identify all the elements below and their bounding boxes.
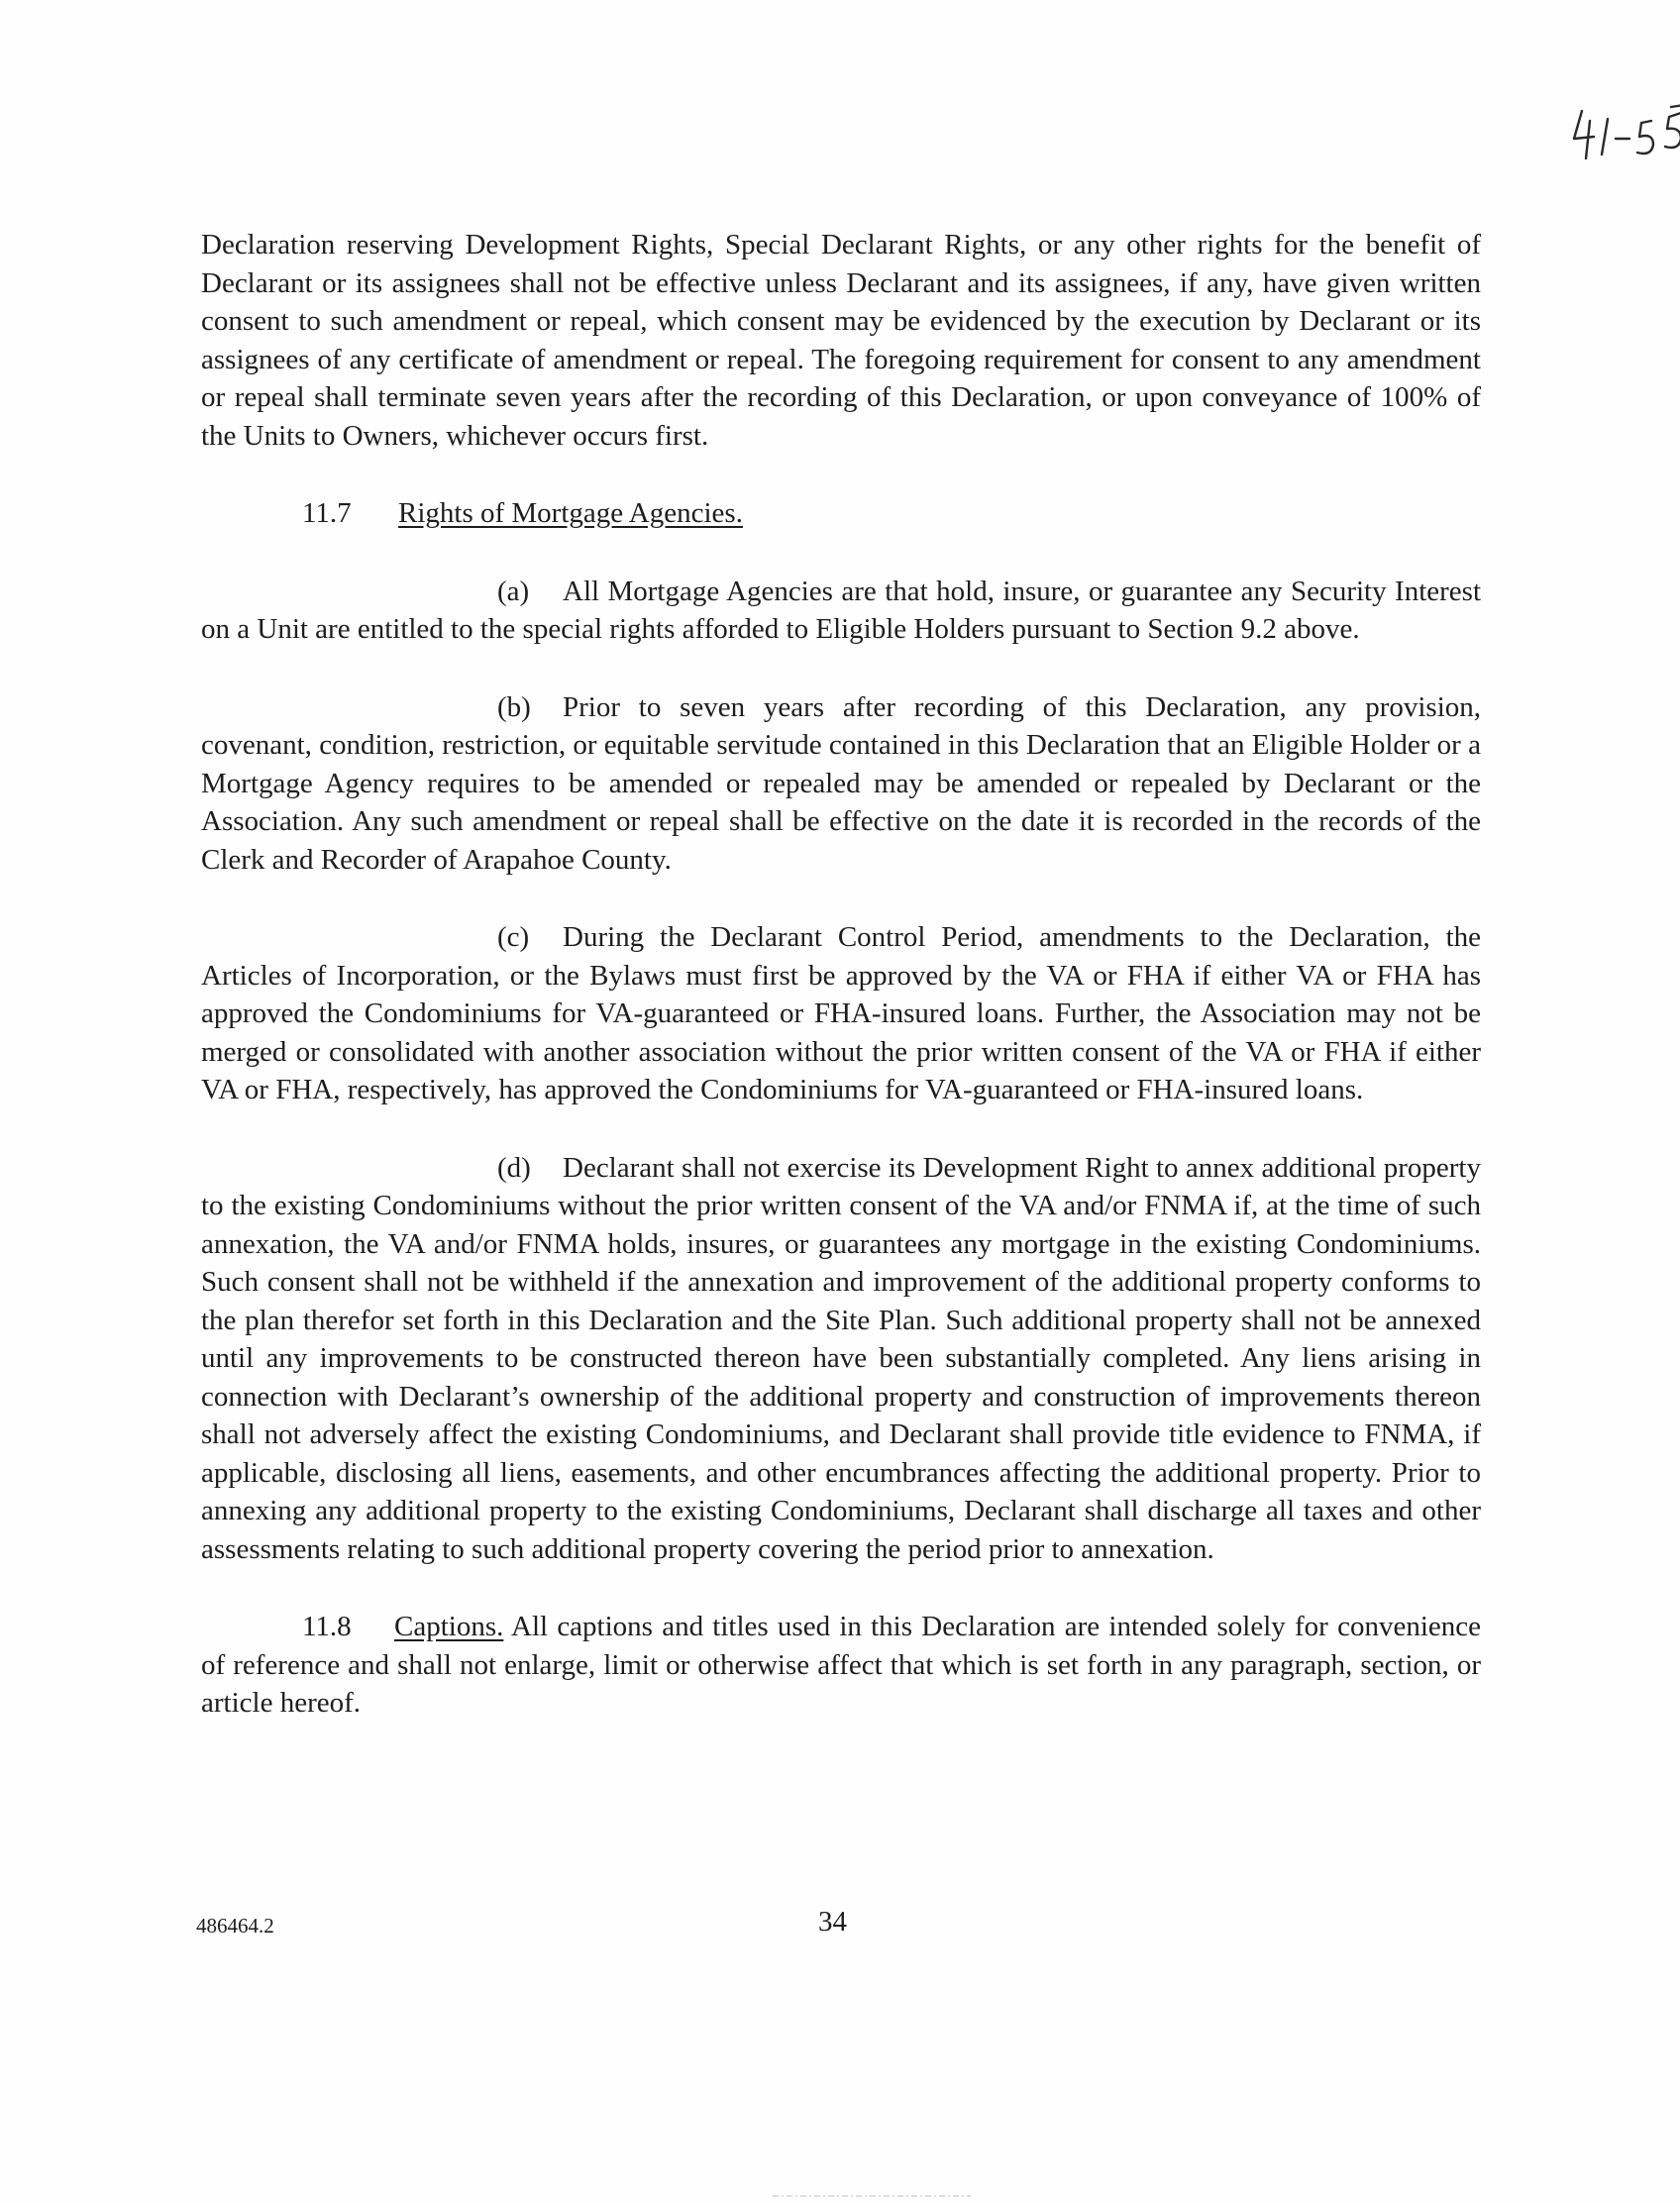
subsection-a <box>201 573 1481 649</box>
subsection-d <box>201 1149 1481 1569</box>
subsection-text: During the Declarant Control Period, amendments to the Declaration, the Articles of Incorporation, or the Bylaws must first be approved by the VA or FHA if either VA or FHA has approved the Condominiums for VA-guaranteed or FHA-insured loans. Further, the Association may not be merged or consolidated with another association without the prior written consent of the VA or FHA if either VA or FHA, respectively, has approved the Condominiums for VA-guaranteed or FHA-insured loans. <box>201 921 1481 1105</box>
document-body <box>201 226 1481 1723</box>
continuation-paragraph: Declaration reserving Development Rights, Special Declarant Rights, or any other rights for the benefit of Declarant or its assignees shall not be effective unless Declarant and its assignees, if any, have given written consent to such amendment or repeal, which consent may be evidenced by the execution by Declarant or its assignees of any certificate of amendment or repeal. The foregoing requirement for consent to any amendment or repeal shall terminate seven years after the recording of this Declaration, or upon conveyance of 100% of the Units to Owners, whichever occurs first. <box>201 229 1481 452</box>
subsection-label: (b) <box>497 690 531 723</box>
subsection-text: Prior to seven years after recording of this Declaration, any provision, covenant, condition, restriction, or equitable servitude contained in this Declaration that an Eligible Holder or a Mortgage Agency requires to be amended or repealed may be amended or repealed by Declarant or the Association. Any such amendment or repeal shall be effective on the date it is recorded in the records of the Clerk and Recorder of Arapahoe County. <box>201 690 1481 876</box>
subsection-label: (a) <box>497 575 530 607</box>
section-text: All captions and titles used in this Declaration are intended solely for convenience of reference and shall not enlarge, limit or otherwise affect that which is set forth in any paragraph, section, or article hereof. <box>201 1611 1481 1719</box>
subsection-label: (d) <box>497 1151 531 1184</box>
section-11-8 <box>201 1608 1481 1723</box>
section-number: 11.7 <box>302 497 352 529</box>
document-id: 486464.2 <box>196 1914 274 1938</box>
page-number: 34 <box>818 1906 847 1938</box>
subsection-text: All Mortgage Agencies are that hold, insure, or guarantee any Security Interest on a Unit are entitled to the special rights afforded to Eligible Holders pursuant to Section 9.2 above. <box>201 575 1481 645</box>
section-number: 11.8 <box>302 1611 352 1642</box>
subsection-b <box>201 688 1481 880</box>
handwritten-page-reference <box>1570 99 1680 178</box>
subsection-label: (c) <box>497 921 530 953</box>
section-title: Captions. <box>394 1611 504 1642</box>
scan-artifact <box>773 2195 971 2197</box>
subsection-c <box>201 918 1481 1109</box>
section-title: Rights of Mortgage Agencies. <box>398 497 743 529</box>
section-11-7-heading <box>201 494 1481 533</box>
subsection-text: Declarant shall not exercise its Development Right to annex additional property to the existing Condominiums without the prior written consent of the VA and/or FNMA if, at the time of such annexation, the VA and/or FNMA holds, insures, or guarantees any mortgage in the existing Condominiums. Such consent shall not be withheld if the annexation and improvement of the additional property conforms to the plan therefor set forth in this Declaration and the Site Plan. Such additional property shall not be annexed until any improvements to be constructed thereon have been substantially completed. Any liens arising in connection with Declarant’s ownership of the additional property and construction of improvements thereon shall not adversely affect the existing Condominiums, and Declarant shall provide title evidence to FNMA, if applicable, disclosing all liens, easements, and other encumbrances affecting the additional property. Prior to annexing any additional property to the existing Condominiums, Declarant shall discharge all taxes and other assessments relating to such additional property covering the period prior to annexation. <box>201 1151 1481 1565</box>
